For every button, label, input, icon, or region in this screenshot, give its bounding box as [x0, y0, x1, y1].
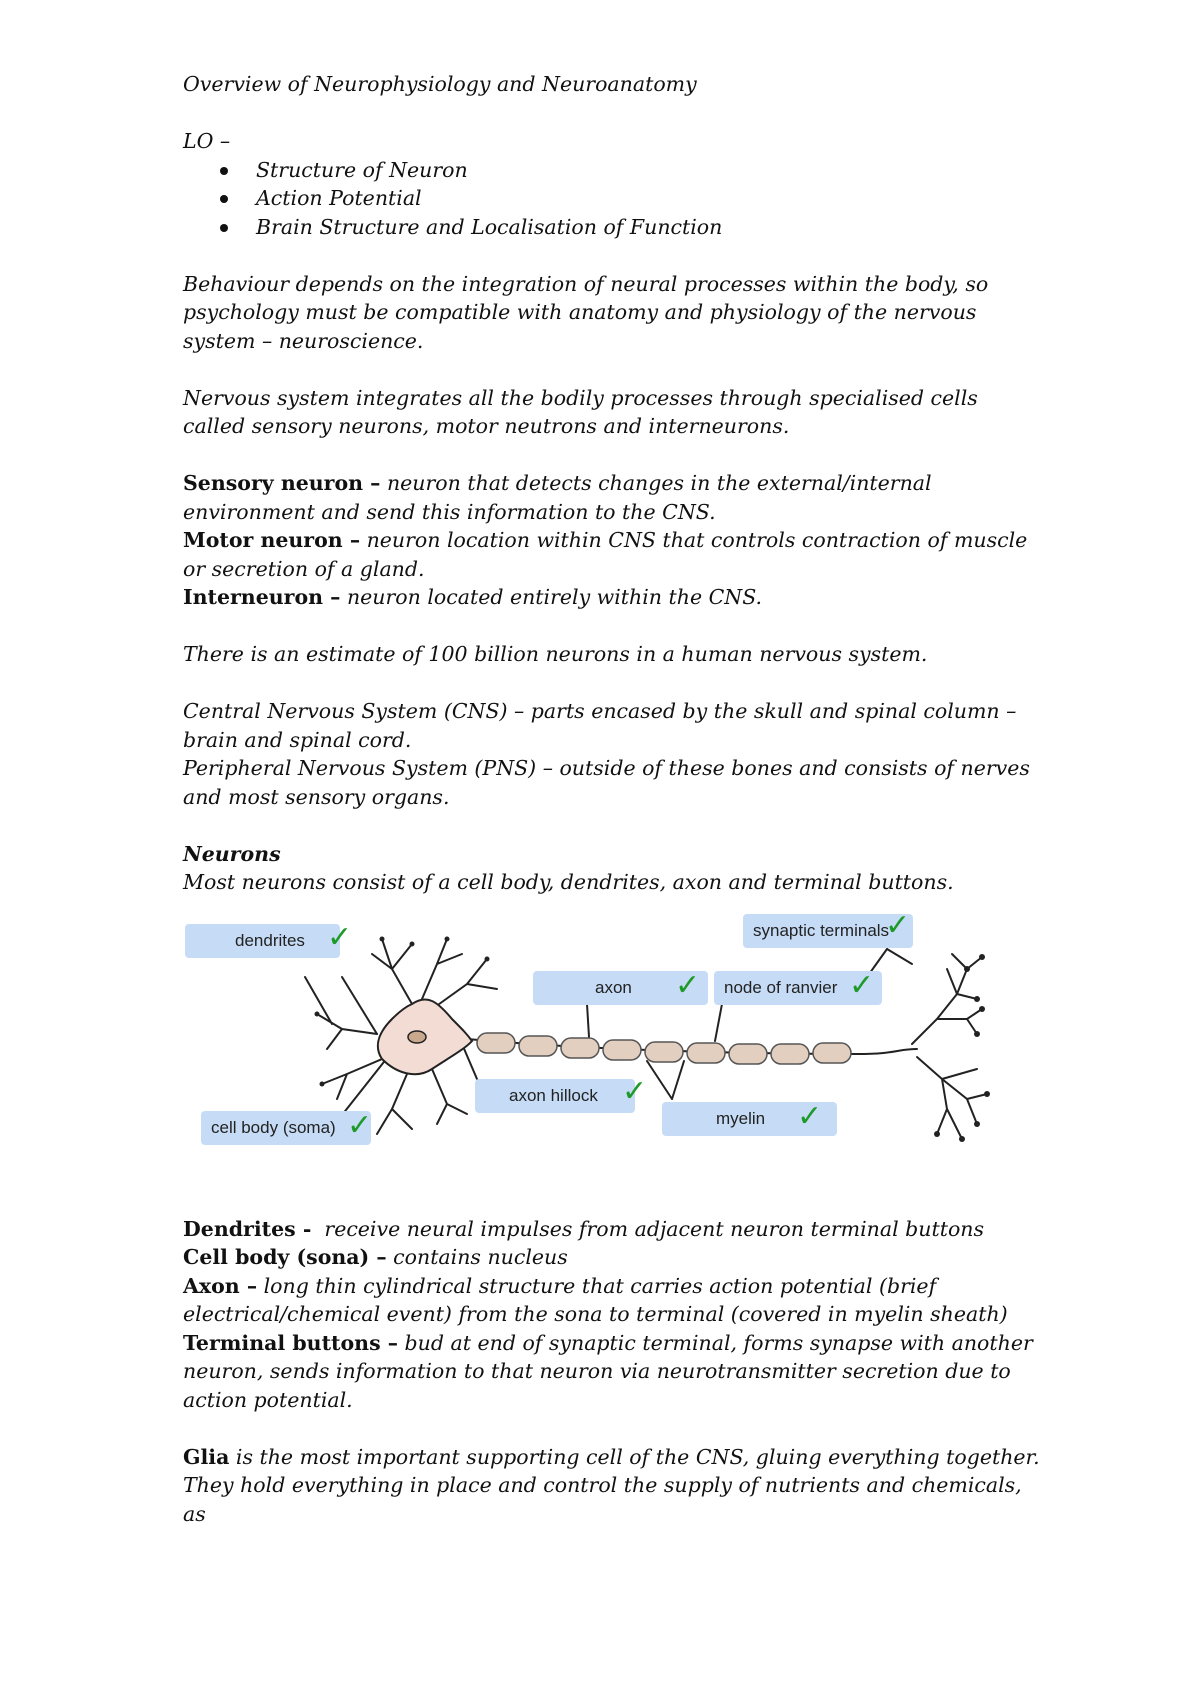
lo-heading: LO –: [183, 129, 231, 153]
label-node-of-ranvier: node of ranvier: [714, 971, 882, 1005]
definition-term: Interneuron –: [183, 585, 341, 609]
definition-interneuron: [183, 583, 1043, 612]
definition-text: contains nucleus: [386, 1245, 568, 1269]
paragraph-cns: Central Nervous System (CNS) – parts encased by the skull and spinal column – brain and spinal cord.: [183, 699, 1017, 752]
glia-text: is the most important supporting cell of the CNS, gluing everything together. They hold everything in place and control the supply of nutrients and chemicals, as: [183, 1444, 1040, 1526]
neuron-diagram: [177, 909, 1037, 1199]
neurons-intro: Most neurons consist of a cell body, dendrites, axon and terminal buttons.: [183, 870, 954, 894]
label-dendrites: [185, 924, 340, 958]
paragraph-behaviour: Behaviour depends on the integration of neural processes within the body, so psychology must be compatible with anatomy and physiology of the nervous system – neuroscience.: [183, 271, 989, 353]
label-text: myelin: [716, 1108, 766, 1128]
definition-terminal-buttons: [183, 1329, 1043, 1415]
definition-term: Terminal buttons –: [183, 1330, 399, 1355]
check-icon: ✓: [797, 1098, 823, 1134]
definition-term: Axon –: [183, 1273, 258, 1298]
lo-list: [183, 156, 1043, 242]
check-icon: ✓: [622, 1073, 648, 1109]
label-text: dendrites: [235, 930, 305, 950]
check-icon: ✓: [347, 1107, 373, 1143]
definition-cell-body: [183, 1243, 1043, 1272]
definition-text: neuron location within CNS that controls contraction of muscle or secretion of a gland.: [183, 528, 1028, 581]
paragraph-glia: [183, 1443, 1043, 1529]
definition-dendrites: [183, 1215, 1043, 1244]
label-text: axon: [595, 977, 632, 997]
label-text: axon hillock: [509, 1085, 598, 1105]
lo-item: Action Potential: [256, 184, 1043, 213]
neurons-heading: [183, 840, 1043, 869]
definition-text: bud at end of synaptic terminal, forms synapse with another neuron, sends information to that neuron via neurotransmitter secretion due to action potential.: [183, 1330, 1033, 1412]
label-axon-hillock: [475, 1079, 635, 1113]
check-icon: ✓: [885, 907, 911, 943]
definition-text: receive neural impulses from adjacent neuron terminal buttons: [311, 1216, 985, 1241]
check-icon: ✓: [327, 919, 353, 955]
label-synaptic-terminals: synaptic terminals: [743, 914, 913, 948]
paragraph-nervous-system: Nervous system integrates all the bodily processes through specialised cells called sensory neurons, motor neutrons and interneurons.: [183, 385, 978, 438]
check-icon: ✓: [675, 967, 701, 1003]
definition-text: neuron that detects changes in the external/internal environment and send this information to the CNS.: [183, 471, 932, 524]
lo-item: Structure of Neuron: [256, 156, 1043, 185]
definition-term: Motor neuron –: [183, 528, 361, 552]
paragraph-pns: Peripheral Nervous System (PNS) – outside of these bones and consists of nerves and most sensory organs.: [183, 756, 1030, 809]
glia-term: Glia: [183, 1444, 230, 1469]
definition-text: long thin cylindrical structure that carries action potential (brief electrical/chemical event) from the sona to terminal (covered in myelin sheath): [183, 1273, 1008, 1326]
label-cell-body: cell body (soma): [201, 1111, 371, 1145]
definition-text: neuron located entirely within the CNS.: [340, 585, 763, 609]
lo-item: Brain Structure and Localisation of Function: [256, 213, 1043, 242]
definition-axon: [183, 1272, 1043, 1329]
page-title: Overview of Neurophysiology and Neuroanatomy: [183, 72, 697, 96]
definition-term: Dendrites -: [183, 1216, 312, 1241]
paragraph-estimate: There is an estimate of 100 billion neurons in a human nervous system.: [183, 642, 928, 666]
definition-motor-neuron: [183, 526, 1043, 583]
definition-sensory-neuron: [183, 469, 1043, 526]
document-page: [183, 70, 1043, 1528]
definition-term: Cell body (sona) –: [183, 1245, 387, 1269]
definition-term: Sensory neuron –: [183, 471, 381, 495]
check-icon: ✓: [849, 967, 875, 1003]
neurons-heading-text: Neurons: [183, 841, 281, 866]
